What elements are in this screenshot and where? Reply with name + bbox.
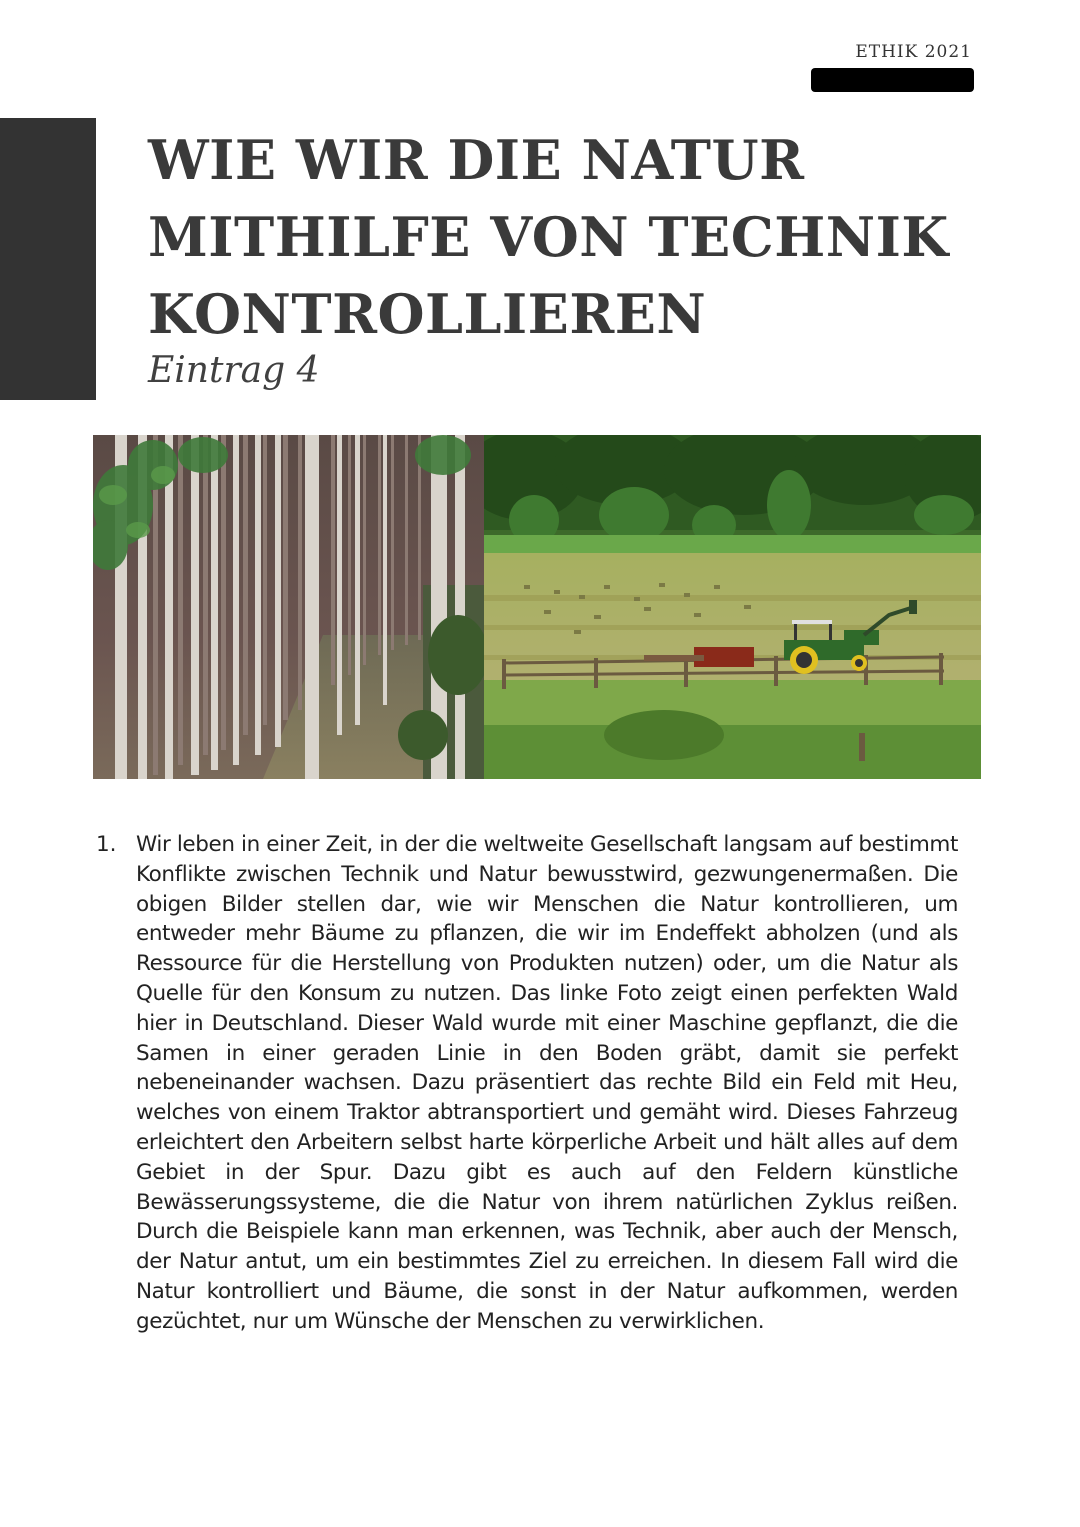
redaction-bar bbox=[811, 68, 974, 92]
course-label: ETHIK 2021 bbox=[855, 42, 972, 62]
side-accent-block bbox=[0, 118, 96, 400]
field-photo bbox=[484, 435, 981, 779]
title-line: WIE WIR DIE NATUR bbox=[148, 128, 805, 192]
forest-photo bbox=[93, 435, 484, 779]
page-title bbox=[148, 122, 1028, 353]
title-line: MITHILFE VON TECHNIK bbox=[148, 205, 949, 269]
list-marker: 1. bbox=[96, 832, 117, 857]
photo-row bbox=[93, 435, 981, 779]
title-line: KONTROLLIEREN bbox=[148, 282, 707, 346]
body-list bbox=[96, 830, 958, 1337]
entry-subtitle: Eintrag 4 bbox=[148, 350, 320, 391]
list-item bbox=[96, 830, 958, 1337]
body-paragraph: Wir leben in einer Zeit, in der die weltweite Gesellschaft langsam auf bestimmt Konflikte zwischen Technik und Natur bewusstwird, gezwungenermaßen. Die obigen Bilder stellen dar, wie wir Menschen die Natur kontrollieren, um entweder mehr Bäume zu pflanzen, die wir im Endeffekt abholzen (und als Ressource für die Herstellung von Produkten nutzen) oder, um die Natur als Quelle für den Konsum zu nutzen. Das linke Foto zeigt einen perfekten Wald hier in Deutschland. Dieser Wald wurde mit einer Maschine gepflanzt, die die Samen in einer geraden Linie in den Boden gräbt, damit sie perfekt nebeneinander wachsen. Dazu präsentiert das rechte Bild ein Feld mit Heu, welches von einem Traktor abtransportiert und gemäht wird. Dieses Fahrzeug erleichtert den Arbeitern selbst harte körperliche Arbeit und hält alles auf dem Gebiet in der Spur. Dazu gibt es auch auf den Feldern künstliche Bewässerungssysteme, die die Natur von ihrem natürlichen Zyklus reißen. Durch die Beispiele kann man erkennen, was Technik, aber auch der Mensch, der Natur antut, um ein bestimmtes Ziel zu erreichen. In diesem Fall wird die Natur kontrolliert und Bäume, die sonst in der Natur aufkommen, werden gezüchtet, nur um Wünsche der Menschen zu verwirklichen. bbox=[136, 832, 958, 1334]
